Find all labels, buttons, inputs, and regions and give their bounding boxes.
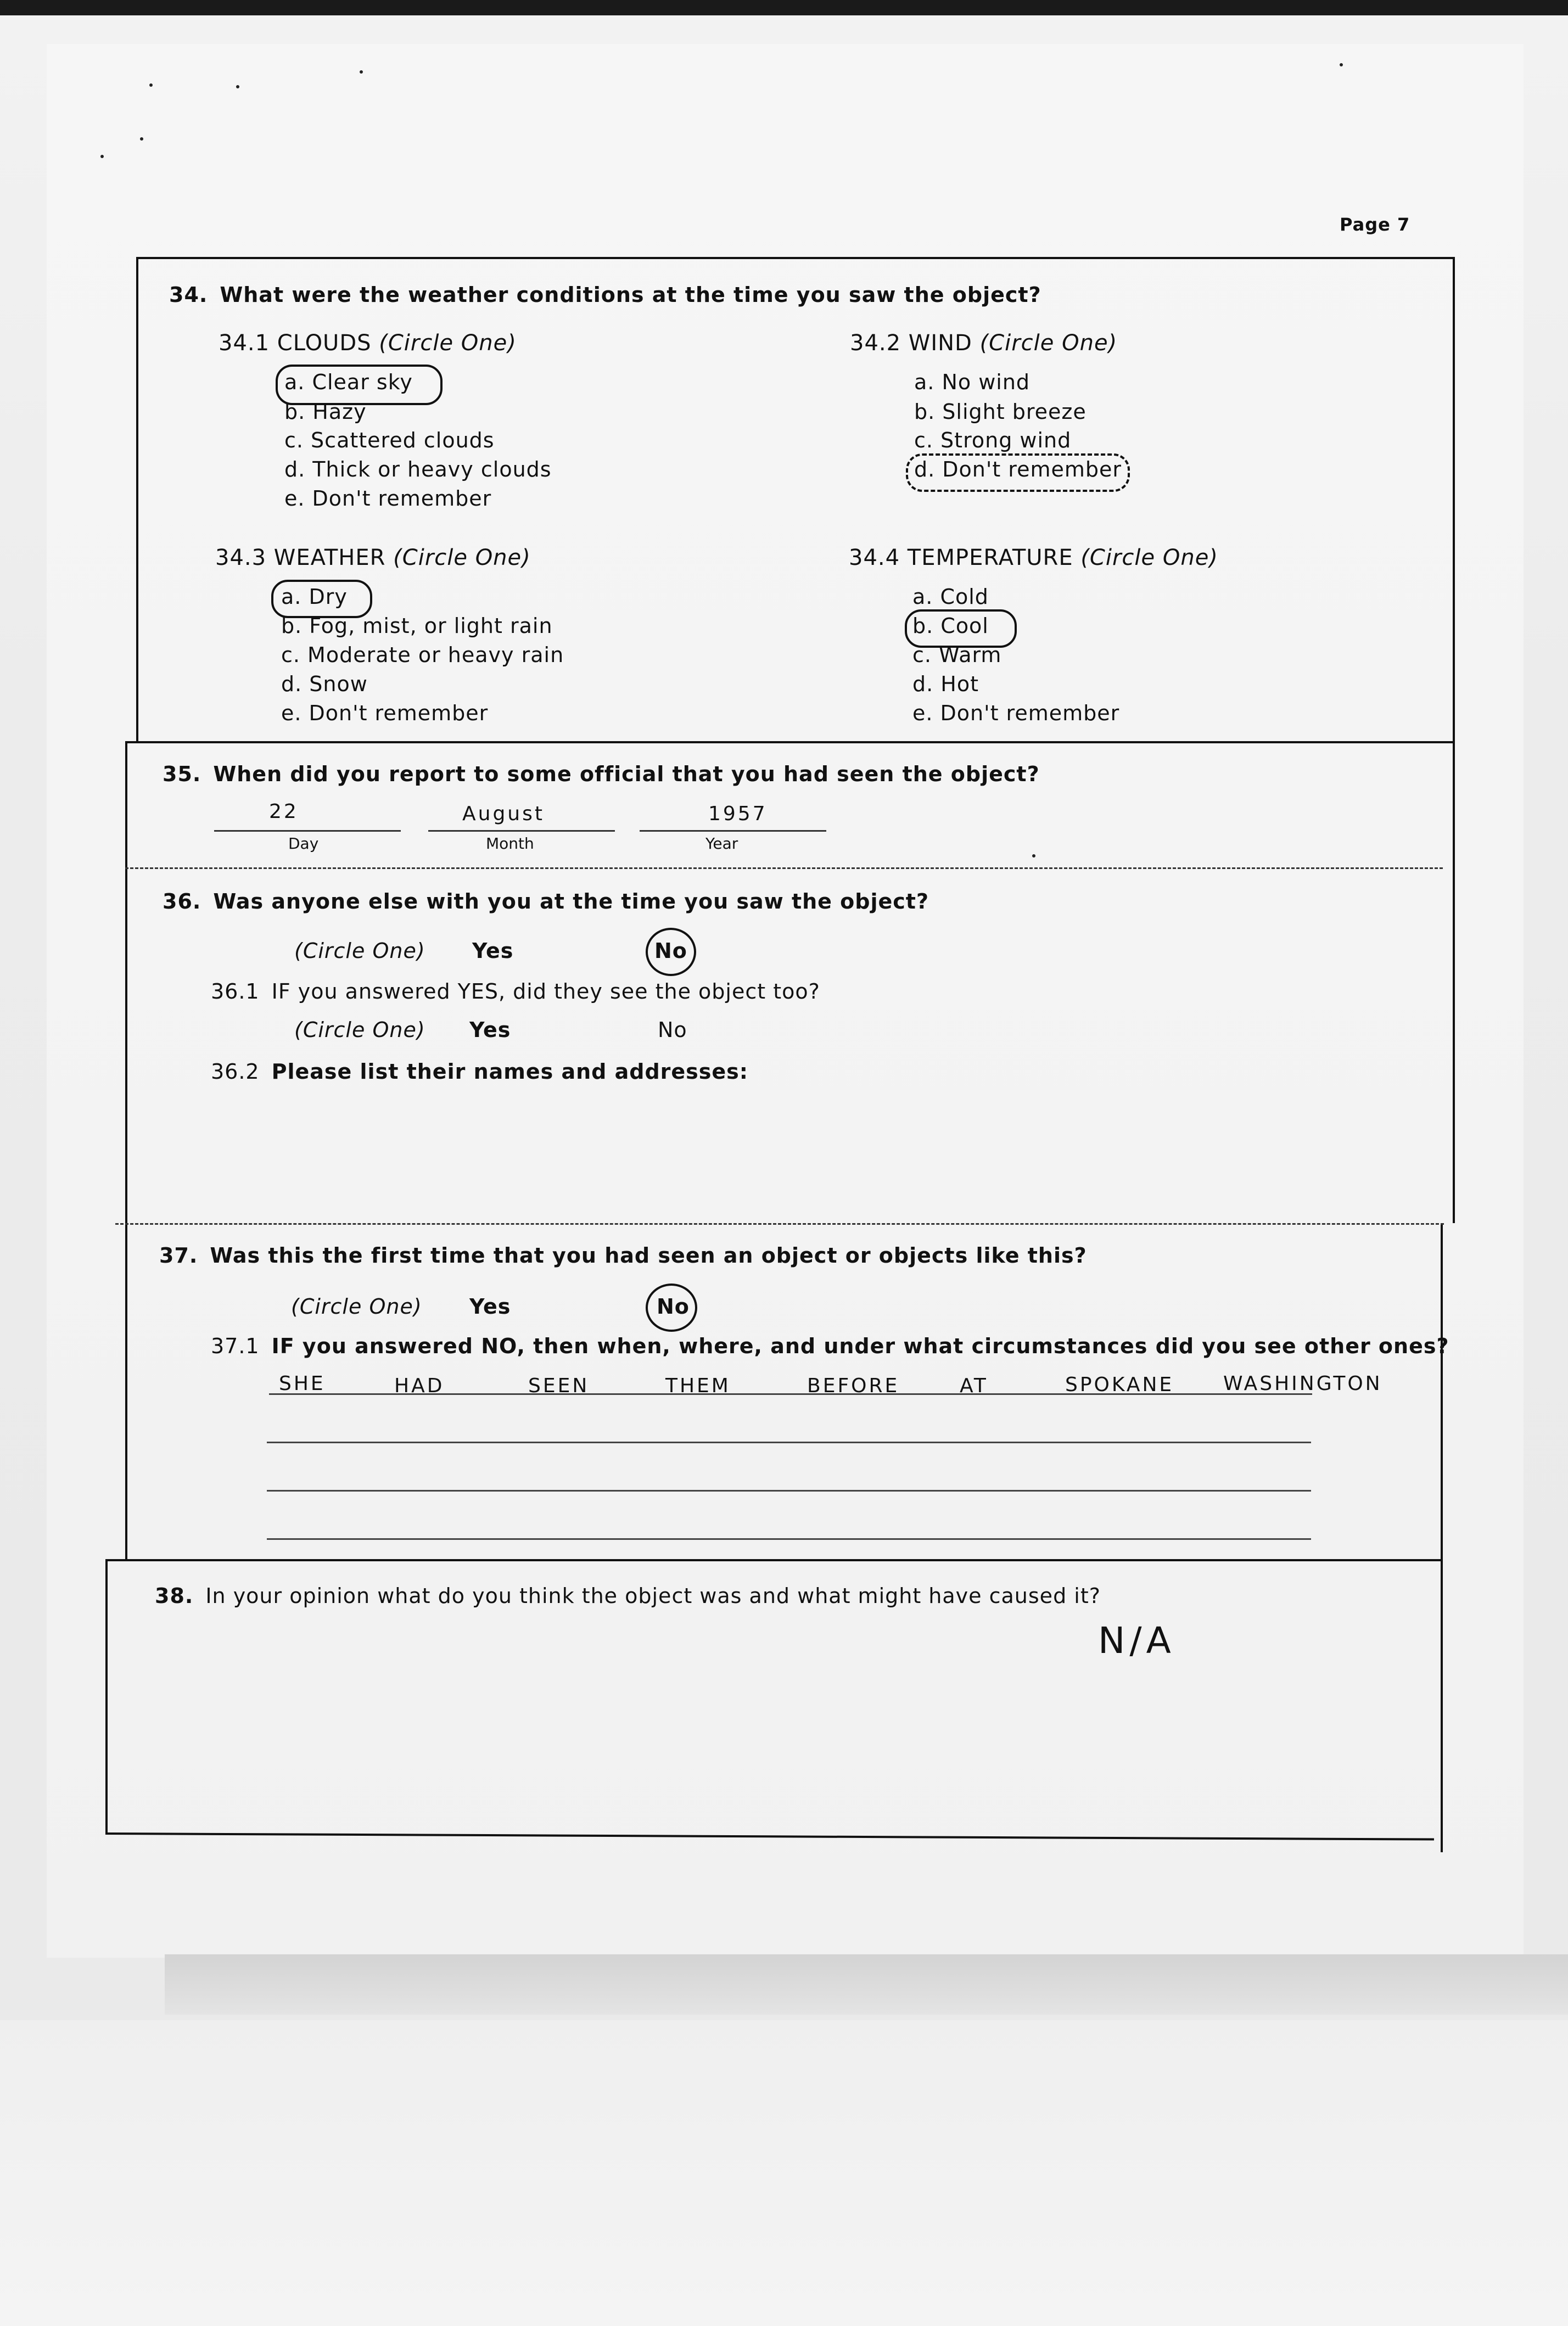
q35-text: When did you report to some official that you had seen the object? — [213, 762, 1040, 786]
q36-yes[interactable]: Yes — [472, 939, 514, 963]
q37-1-answer-word[interactable]: WASHINGTON — [1223, 1372, 1382, 1395]
q37-1-answer-line-2 — [267, 1442, 1311, 1443]
q35-year-label: Year — [705, 834, 738, 853]
q34-1-option-c[interactable]: c. Scattered clouds — [284, 428, 495, 452]
q34-3-option-a[interactable]: a. Dry — [281, 585, 348, 609]
q35-number: 35. — [163, 762, 201, 786]
divider-36-37 — [115, 1223, 1444, 1225]
q36-1-instruction: (Circle One) — [294, 1018, 425, 1042]
scan-margin — [0, 2020, 1568, 2326]
frame-right-lower — [1441, 1223, 1443, 1852]
q34-2-title: WIND — [908, 330, 972, 356]
q34-4-option-a[interactable]: a. Cold — [912, 585, 989, 609]
q36-instruction: (Circle One) — [294, 939, 425, 963]
q37-number: 37. — [159, 1243, 198, 1268]
q37-1-number: 37.1 — [211, 1334, 260, 1358]
q34-3-number: 34.3 — [215, 545, 267, 570]
frame-left-upper — [136, 257, 138, 742]
q34-1-number: 34.1 — [219, 330, 270, 356]
q37-1-answer-word[interactable]: AT — [960, 1375, 988, 1397]
q36-question — [163, 889, 929, 913]
q35-month-label: Month — [486, 834, 534, 853]
divider-35-36 — [125, 867, 1443, 869]
q34-4-instruction: (Circle One) — [1080, 545, 1218, 570]
q34-1-title: CLOUDS — [277, 330, 372, 356]
q35-month-line — [428, 830, 615, 832]
q37-1-answer-line-3 — [267, 1490, 1311, 1492]
q34-4-option-c[interactable]: c. Warm — [912, 643, 1002, 667]
q34-4-title: TEMPERATURE — [907, 545, 1073, 570]
scan-speck — [149, 83, 153, 87]
q37-yes[interactable]: Yes — [469, 1294, 511, 1319]
q36-2-question — [211, 1060, 748, 1084]
q34-3-option-d[interactable]: d. Snow — [281, 672, 368, 696]
q34-question — [169, 283, 1041, 307]
q36-1-no[interactable]: No — [658, 1018, 687, 1042]
q37-1-question — [211, 1334, 1449, 1358]
q35-year-line — [640, 830, 826, 832]
q34-1-option-d[interactable]: d. Thick or heavy clouds — [284, 457, 552, 481]
q34-2-selection-circle — [906, 453, 1130, 492]
q35-day-value[interactable]: 22 — [269, 800, 299, 823]
q38-number: 38. — [155, 1584, 194, 1608]
frame-top — [137, 257, 1455, 259]
q37-1-answer-word[interactable]: THEM — [665, 1375, 731, 1397]
q34-4-number: 34.4 — [849, 545, 900, 570]
q34-2-instruction: (Circle One) — [979, 330, 1118, 356]
q34-2-option-d[interactable]: d. Don't remember — [914, 457, 1122, 481]
q34-4-option-e[interactable]: e. Don't remember — [912, 701, 1120, 725]
scan-speck — [360, 70, 363, 74]
q34-3-option-b[interactable]: b. Fog, mist, or light rain — [281, 614, 553, 638]
q36-1-number: 36.1 — [211, 979, 260, 1004]
q37-1-answer-line-1 — [269, 1393, 1312, 1395]
q34-3-option-c[interactable]: c. Moderate or heavy rain — [281, 643, 564, 667]
q34-1-heading — [219, 330, 517, 356]
q35-day-line — [214, 830, 401, 832]
frame-left-middle — [125, 742, 127, 1560]
q36-2-text: Please list their names and addresses: — [271, 1060, 748, 1084]
q34-2-number: 34.2 — [850, 330, 901, 356]
q34-4-option-d[interactable]: d. Hot — [912, 672, 979, 696]
scan-speck — [1032, 854, 1035, 857]
q36-text: Was anyone else with you at the time you saw the object? — [213, 889, 929, 913]
scan-shadow — [165, 1954, 1568, 2015]
q37-no[interactable]: No — [657, 1294, 690, 1319]
q34-3-selection-circle — [271, 580, 372, 618]
q34-2-option-c[interactable]: c. Strong wind — [914, 428, 1072, 452]
q34-text: What were the weather conditions at the time you saw the object? — [220, 283, 1041, 307]
q34-3-option-e[interactable]: e. Don't remember — [281, 701, 489, 725]
frame-left-lower — [105, 1560, 108, 1835]
q35-question — [163, 762, 1040, 786]
q35-year-value[interactable]: 1957 — [708, 803, 768, 825]
q36-no[interactable]: No — [654, 939, 687, 963]
q37-1-answer-word[interactable]: SHE — [279, 1372, 326, 1395]
q37-question — [159, 1243, 1087, 1268]
q34-1-instruction: (Circle One) — [379, 330, 517, 356]
q34-1-option-e[interactable]: e. Don't remember — [284, 486, 492, 511]
q37-1-text: IF you answered NO, then when, where, and under what circumstances did you see other ones? — [271, 1334, 1449, 1358]
q34-number: 34. — [169, 283, 208, 307]
q38-question — [155, 1584, 1101, 1608]
q35-day-label: Day — [288, 834, 319, 853]
q37-selection-circle — [646, 1283, 697, 1332]
q37-1-answer-word[interactable]: SEEN — [528, 1375, 590, 1397]
q34-1-option-b[interactable]: b. Hazy — [284, 400, 367, 424]
q37-instruction: (Circle One) — [291, 1294, 422, 1319]
divider-37-38 — [105, 1559, 1443, 1561]
q35-month-value[interactable]: August — [462, 803, 545, 825]
q36-2-number: 36.2 — [211, 1060, 260, 1084]
q34-2-option-a[interactable]: a. No wind — [914, 370, 1031, 394]
q37-1-answer-word[interactable]: HAD — [394, 1375, 445, 1397]
divider-34-35 — [125, 741, 1454, 743]
page-number: Page 7 — [1340, 214, 1410, 235]
q34-4-option-b[interactable]: b. Cool — [912, 614, 989, 638]
scan-speck — [236, 85, 239, 88]
q34-3-title: WEATHER — [273, 545, 386, 570]
q34-2-option-b[interactable]: b. Slight breeze — [914, 400, 1087, 424]
frame-right-upper — [1453, 257, 1455, 1223]
q37-1-answer-line-4 — [267, 1538, 1311, 1540]
q34-4-selection-circle — [905, 609, 1017, 648]
q36-1-text: IF you answered YES, did they see the object too? — [271, 979, 820, 1004]
q34-4-heading — [849, 545, 1218, 570]
scan-speck — [1340, 63, 1343, 66]
q36-1-question — [211, 979, 820, 1004]
q36-selection-circle — [646, 928, 696, 976]
q37-1-answer-word[interactable]: SPOKANE — [1065, 1374, 1174, 1396]
q36-1-yes[interactable]: Yes — [469, 1018, 511, 1042]
q34-2-heading — [850, 330, 1117, 356]
q38-answer[interactable]: N/A — [1098, 1619, 1175, 1662]
q34-1-option-a[interactable]: a. Clear sky — [284, 370, 413, 394]
q37-text: Was this the first time that you had seen an object or objects like this? — [210, 1243, 1087, 1268]
q38-text: In your opinion what do you think the object was and what might have caused it? — [205, 1584, 1101, 1608]
scan-speck — [100, 155, 104, 158]
q34-3-heading — [215, 545, 531, 570]
scan-speck — [140, 137, 143, 141]
q37-1-answer-word[interactable]: BEFORE — [807, 1375, 900, 1397]
q34-3-instruction: (Circle One) — [393, 545, 531, 570]
q34-1-selection-circle — [276, 365, 443, 405]
q36-number: 36. — [163, 889, 201, 913]
